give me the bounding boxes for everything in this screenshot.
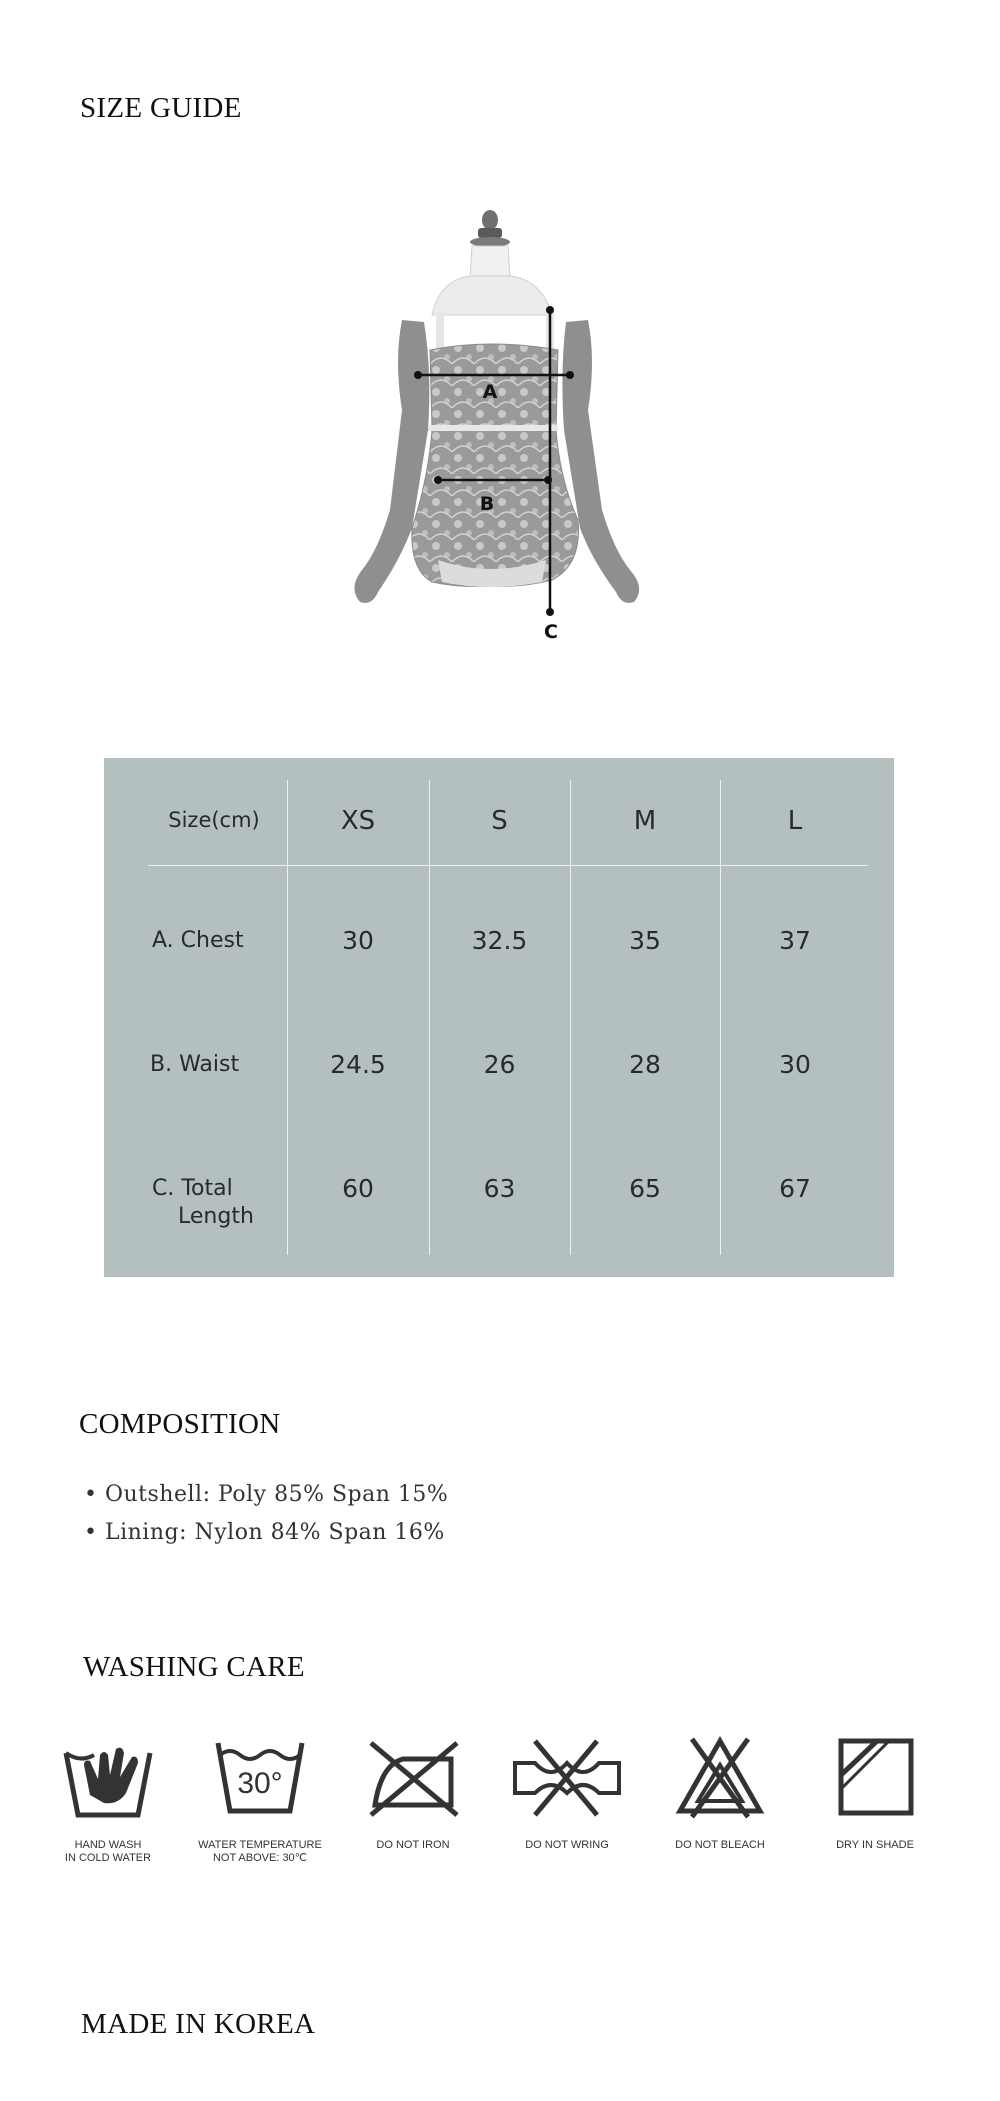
table-cell: 63 — [483, 1174, 516, 1203]
care-item-hand-wash — [33, 1735, 183, 1865]
row-label-total-length-1: C. Total — [152, 1176, 233, 1201]
water-temperature-icon — [212, 1735, 308, 1821]
table-cell: 35 — [629, 926, 661, 955]
mannequin-right-arm — [562, 320, 639, 603]
size-header-l: L — [787, 806, 803, 836]
care-item-do-not-iron — [338, 1735, 488, 1852]
care-label: WATER TEMPERATURE NOT ABOVE: 30℃ — [198, 1839, 322, 1864]
header-divider — [148, 865, 868, 866]
care-label: DO NOT BLEACH — [675, 1839, 765, 1851]
mannequin-figure — [320, 210, 680, 660]
care-label: DO NOT IRON — [376, 1839, 450, 1851]
do-not-wring-icon — [511, 1735, 623, 1821]
size-table — [104, 758, 894, 1277]
washing-care-title: WASHING CARE — [83, 1651, 305, 1683]
table-cell: 60 — [342, 1174, 374, 1203]
care-label: DRY IN SHADE — [836, 1839, 914, 1851]
care-item-do-not-bleach — [645, 1735, 795, 1852]
label-a: A — [482, 381, 498, 403]
dry-in-shade-icon — [827, 1735, 923, 1821]
table-cell: 37 — [779, 926, 811, 955]
size-guide-title: SIZE GUIDE — [80, 92, 242, 124]
size-header-s: S — [491, 806, 508, 836]
do-not-bleach-icon — [672, 1735, 768, 1821]
composition-title: COMPOSITION — [79, 1408, 281, 1440]
composition-item: • Outshell: Poly 85% Span 15% — [84, 1482, 449, 1507]
row-label-waist: B. Waist — [150, 1052, 240, 1077]
care-item-dry-in-shade — [800, 1735, 950, 1852]
care-item-do-not-wring — [492, 1735, 642, 1852]
care-item-water-temperature — [185, 1735, 335, 1865]
row-label-chest: A. Chest — [152, 928, 244, 953]
size-header-label: Size(cm) — [168, 808, 260, 832]
composition-item: • Lining: Nylon 84% Span 16% — [84, 1520, 445, 1545]
do-not-iron-icon — [363, 1735, 463, 1821]
table-cell: 24.5 — [330, 1050, 386, 1079]
size-header-xs: XS — [340, 806, 376, 836]
size-header-m: M — [633, 806, 657, 836]
care-label: DO NOT WRING — [525, 1839, 609, 1851]
table-cell: 28 — [629, 1050, 661, 1079]
table-cell: 32.5 — [471, 926, 528, 955]
table-cell: 26 — [483, 1050, 516, 1079]
table-cell: 65 — [629, 1174, 661, 1203]
label-c: C — [544, 621, 558, 643]
mannequin-finial — [482, 210, 498, 230]
table-cell: 67 — [779, 1174, 811, 1203]
label-b: B — [479, 493, 495, 515]
water-temperature-text: 30° — [237, 1767, 283, 1800]
made-in-korea-label: MADE IN KOREA — [81, 2008, 316, 2040]
table-cell: 30 — [779, 1050, 811, 1079]
table-cell: 30 — [342, 926, 374, 955]
care-label: HAND WASH IN COLD WATER — [64, 1839, 152, 1864]
row-label-total-length-2: Length — [178, 1204, 254, 1229]
hand-wash-icon — [60, 1735, 156, 1821]
